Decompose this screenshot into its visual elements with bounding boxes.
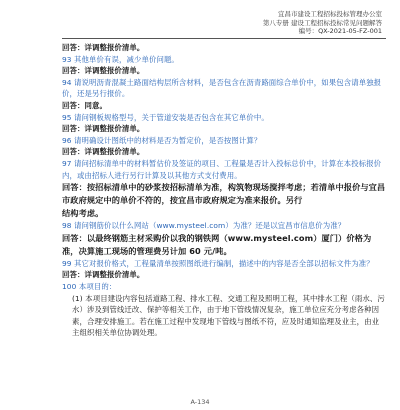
question-paragraph: 98 请问钢筋价以什么网站（www.mysteel.com）为准？还是以宜昌市信息价为准？ (62, 221, 346, 231)
header-line-3: 编号：QX-2021-05-FZ-001 (298, 27, 382, 35)
answer-paragraph: 回答：以最终钢筋主材采购价以我的钢铁网（www.mysteel.com）厦门）价格为准，决算施工现场的管理费另计加 60 元/吨。 (62, 232, 372, 256)
answer-paragraph: 回答：详调整报价清单。 (62, 147, 145, 157)
header-line-1: 宜昌市建设工程招标投标管理办公室 (278, 10, 382, 18)
answer-paragraph: 回答：详调整报价清单。 (62, 124, 145, 134)
list-item: (1) 本项目建设内容包括道路工程、排水工程、交通工程及照明工程，其中排水工程（雨水、污水）涉及到管线迁改、保护等相关工作，由于地下管线情况复杂，施工单位应充分考虑各种因素，合理安排施工。若在施工过程中发现地下管线与图纸不符，应及时通知监理及业主，由业主组织相关单位协调处理。 (72, 293, 385, 338)
question-paragraph: 99 其它对报价格式，工程量清单按照图纸进行编制，描述中的内容是否全部以招标文件为准？ (62, 258, 374, 268)
answer-paragraph: 回答：详调整报价清单。 (62, 270, 145, 280)
document-header (263, 10, 382, 36)
question-paragraph: 96 请明确设计图纸中的材料是否为暂定价，是否按图计算？ (62, 135, 262, 145)
question-paragraph: 95 请问钢板规格型号，关于管道安装是否包含在其它单价中。 (62, 112, 269, 122)
question-paragraph: 93 其他单价有误，减少单价问题。 (62, 54, 179, 64)
question-paragraph: 94 请说明沥青混凝土路面结构层所含材料，是否包含在沥青路面综合单价中，如果包含请单独报价，还是另行报价。 (62, 77, 382, 99)
header-divider (62, 38, 386, 39)
question-paragraph: 97 请问招标清单中的材料暂估价及签证的项目、工程量是否计入投标总价中，计算在本投标报价内，或由招标人进行另行计算及以其他方式支付费用。 (62, 158, 382, 180)
answer-paragraph: 回答：按招标清单中的砂浆按招标清单为准，构筑物现场搅拌考虑；若清单中报价与宜昌市政府规定中的单价不符的，按宜昌市政府规定为准来报价。另行 (62, 182, 386, 206)
answer-paragraph: 结构考虑。 (62, 208, 104, 219)
document-body (62, 42, 386, 339)
page-number: A-134 (190, 398, 210, 406)
header-line-2: 第八专册 建设工程招标投标常见问题解答 (262, 18, 382, 27)
answer-paragraph: 回答：详调整报价清单。 (62, 66, 145, 76)
question-paragraph: 100 本项目的： (62, 281, 117, 291)
answer-paragraph: 回答：同意。 (62, 100, 107, 110)
answer-paragraph: 回答：详调整报价清单。 (62, 43, 145, 52)
